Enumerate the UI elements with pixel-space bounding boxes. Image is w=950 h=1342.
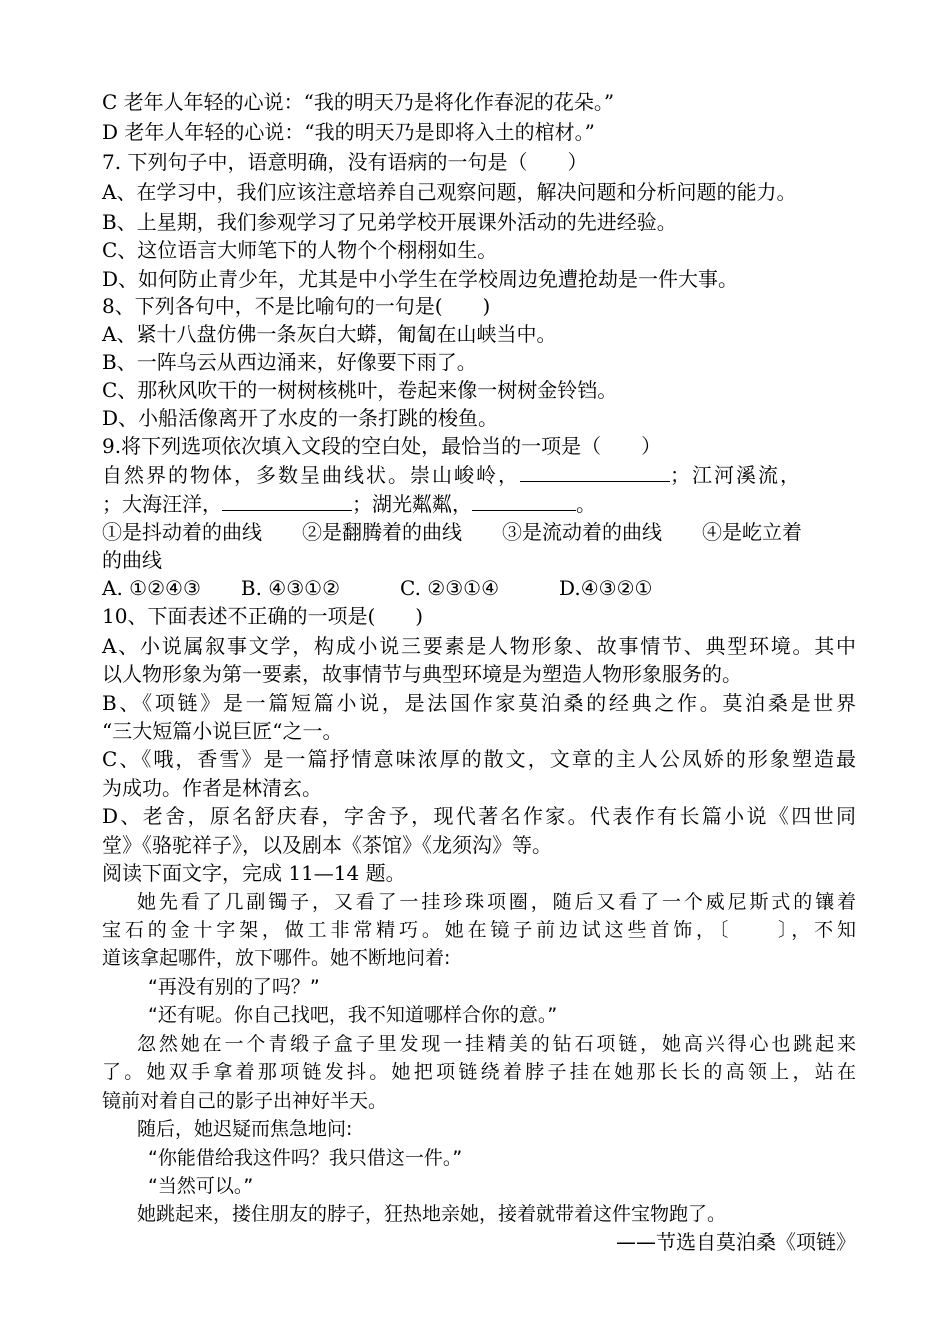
q7-option-b: B、上星期，我们参观学习了兄弟学校开展课外活动的先进经验。 bbox=[102, 210, 677, 234]
passage-dialogue: “还有呢。你自己找吧，我不知道哪样合你的意。” bbox=[148, 1004, 558, 1026]
q10-option-d: D、老舍，原名舒庆春，字舍予，现代著名作家。代表作有长篇小说《四世同 bbox=[102, 804, 856, 828]
q10-option-c-cont: 为成功。作者是林清玄。 bbox=[102, 776, 322, 800]
q8-option-c: C、那秋风吹干的一树树核桃叶，卷起来像一树树金铃铛。 bbox=[102, 378, 618, 402]
fill-blank bbox=[520, 461, 670, 482]
q9-stem: 9.将下列选项依次填入文段的空白处，最恰当的一项是（ ） bbox=[102, 434, 662, 458]
q10-option-c: C、《哦，香雪》是一篇抒情意味浓厚的散文，文章的主人公凤娇的形象塑造最 bbox=[102, 747, 856, 771]
q6-option-d: D 老年人年轻的心说：“我的明天乃是即将入土的棺材。” bbox=[102, 120, 595, 144]
q8-stem: 8、下列各句中，不是比喻句的一句是( ) bbox=[102, 294, 491, 318]
passage-paragraph: 了。她双手拿着那项链发抖。她把项链绕着脖子挂在她那长长的高领上，站在 bbox=[102, 1061, 856, 1083]
passage-paragraph: 随后，她迟疑而焦急地问: bbox=[137, 1118, 353, 1140]
q10-option-a-cont: 以人物形象为第一要素，故事情节与典型环境是为塑造人物形象服务的。 bbox=[102, 662, 742, 686]
q8-option-d: D、小船活像离开了水皮的一条打跳的梭鱼。 bbox=[102, 406, 499, 430]
q7-option-c: C、这位语言大师笔下的人物个个栩栩如生。 bbox=[102, 238, 498, 262]
q10-option-b: B、《项链》是一篇短篇小说，是法国作家莫泊桑的经典之作。莫泊桑是世界 bbox=[102, 691, 856, 715]
q10-stem: 10、下面表述不正确的一项是( ) bbox=[102, 604, 424, 628]
q10-option-a: A、小说属叙事文学，构成小说三要素是人物形象、故事情节、典型环境。其中 bbox=[102, 634, 856, 658]
q9-passage-text: ；湖光粼粼， bbox=[352, 492, 472, 516]
q9-choices-cont: 的曲线 bbox=[102, 548, 162, 572]
q7-option-a: A、在学习中，我们应该注意培养自己观察问题，解决问题和分析问题的能力。 bbox=[102, 180, 797, 204]
fill-blank bbox=[472, 490, 576, 511]
q9-passage-text: 。 bbox=[576, 492, 596, 516]
q9-passage-line1 bbox=[102, 461, 802, 489]
q10-option-d-cont: 堂》《骆驼祥子》，以及剧本《茶馆》《龙须沟》等。 bbox=[102, 833, 552, 857]
reading-instruction: 阅读下面文字，完成 11—14 题。 bbox=[102, 861, 406, 885]
q7-option-d: D、如何防止青少年，尤其是中小学生在学校周边免遭抢劫是一件大事。 bbox=[102, 267, 739, 291]
passage-paragraph: 宝石的金十字架，做工非常精巧。她在镜子前边试这些首饰，〔 〕，不知 bbox=[102, 919, 856, 941]
passage-source: ——节选自莫泊桑《项链》 bbox=[616, 1230, 856, 1254]
passage-paragraph: 她先看了几副镯子，又看了一挂珍珠项圈，随后又看了一个威尼斯式的镶着 bbox=[137, 891, 856, 913]
passage-paragraph: 道该拿起哪件，放下哪件。她不断地问着: bbox=[102, 947, 451, 969]
q9-choices: ①是抖动着的曲线 ②是翻腾着的曲线 ③是流动着的曲线 ④是屹立着 bbox=[102, 520, 802, 544]
q10-option-b-cont: “三大短篇小说巨匠“之一。 bbox=[102, 719, 343, 743]
passage-dialogue: “当然可以。” bbox=[148, 1175, 254, 1197]
q7-stem: 7. 下列句子中，语意明确，没有语病的一句是（ ） bbox=[102, 150, 588, 174]
passage-paragraph: 忽然她在一个青缎子盒子里发现一挂精美的钻石项链，她高兴得心也跳起来 bbox=[137, 1033, 856, 1055]
q9-passage-text: ；大海汪洋， bbox=[102, 492, 222, 516]
q8-option-a: A、紧十八盘仿佛一条灰白大蟒，匍匐在山峡当中。 bbox=[102, 322, 557, 346]
q8-option-b: B、一阵乌云从西边涌来，好像要下雨了。 bbox=[102, 350, 477, 374]
q9-passage-line2 bbox=[102, 490, 596, 518]
q6-option-c: C 老年人年轻的心说：“我的明天乃是将化作春泥的花朵。” bbox=[102, 90, 615, 114]
q9-passage-text: 自然界的物体，多数呈曲线状。崇山峻岭， bbox=[102, 463, 520, 487]
passage-paragraph: 镜前对着自己的影子出神好半天。 bbox=[102, 1090, 388, 1112]
passage-dialogue: “再没有别的了吗？” bbox=[148, 976, 320, 998]
passage-dialogue: “你能借给我这件吗？我只借这一件。” bbox=[148, 1147, 463, 1169]
fill-blank bbox=[222, 490, 352, 511]
q9-passage-text: ；江河溪流， bbox=[670, 463, 802, 487]
q9-options: A. ①②④③ B. ④③①② C. ②③①④ D.④③②① bbox=[102, 576, 653, 600]
passage-paragraph: 她跳起来，搂住朋友的脖子，狂热地亲她，接着就带着这件宝物跑了。 bbox=[137, 1203, 727, 1225]
